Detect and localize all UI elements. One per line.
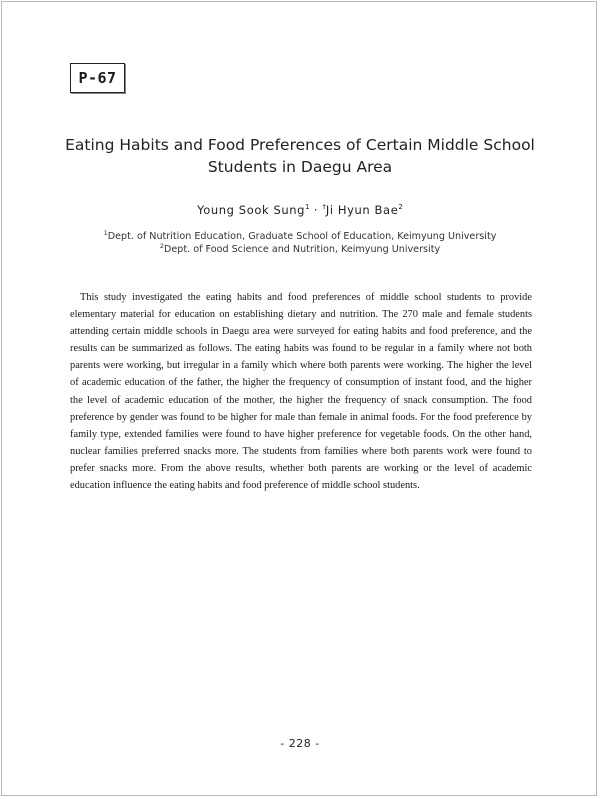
title-line-1: Eating Habits and Food Preferences of Certain Middle School (65, 136, 535, 154)
affiliation-2-number: 2 (159, 242, 164, 250)
affiliation-1-number: 1 (103, 229, 108, 237)
affiliation-2-text: Dept. of Food Science and Nutrition, Keimyung University (164, 244, 441, 256)
poster-number-badge: P-67 (70, 63, 125, 93)
page-number: - 228 - (280, 737, 320, 750)
author-2-affil-mark: 2 (398, 203, 403, 212)
title-line-2: Students in Daegu Area (207, 158, 393, 176)
paper-title (60, 134, 540, 178)
corresponding-author-mark: † (322, 203, 326, 212)
affiliation-1-text: Dept. of Nutrition Education, Graduate School of Education, Keimyung University (107, 231, 497, 243)
author-1-name: Young Sook Sung (197, 203, 306, 217)
author-list (60, 203, 540, 217)
author-2-name: Ji Hyun Bae (325, 203, 399, 217)
affiliation-2 (60, 242, 540, 255)
affiliation-1 (60, 229, 540, 242)
author-1-affil-mark: 1 (305, 203, 310, 212)
author-separator: · (309, 203, 323, 217)
abstract-body: This study investigated the eating habits and food preferences of middle school students to provide elementary material for education on establishing dietary and nutrition. The 270 male and female students attending certain middle schools in Daegu area were surveyed for eating habits and food preference, and the results can be summarized as follows. The eating habits was found to be regular in a family where not both parents were working, but irregular in a family which where both parents were working. The higher the level of academic education of the father, the higher the frequency of consumption of instant food, and the higher the level of academic education of the mother, the higher the frequency of snack consumption. The food preference by gender was found to be higher for male than female in animal foods. For the food preference by family type, extended families were found to have higher preference for vegetable foods. On the other hand, nuclear families preferred snacks more. The students from families where both parents work were found to prefer snacks more. From the above results, whether both parents are working or the level of academic education influence the eating habits and food preference of middle school students. (70, 292, 532, 492)
